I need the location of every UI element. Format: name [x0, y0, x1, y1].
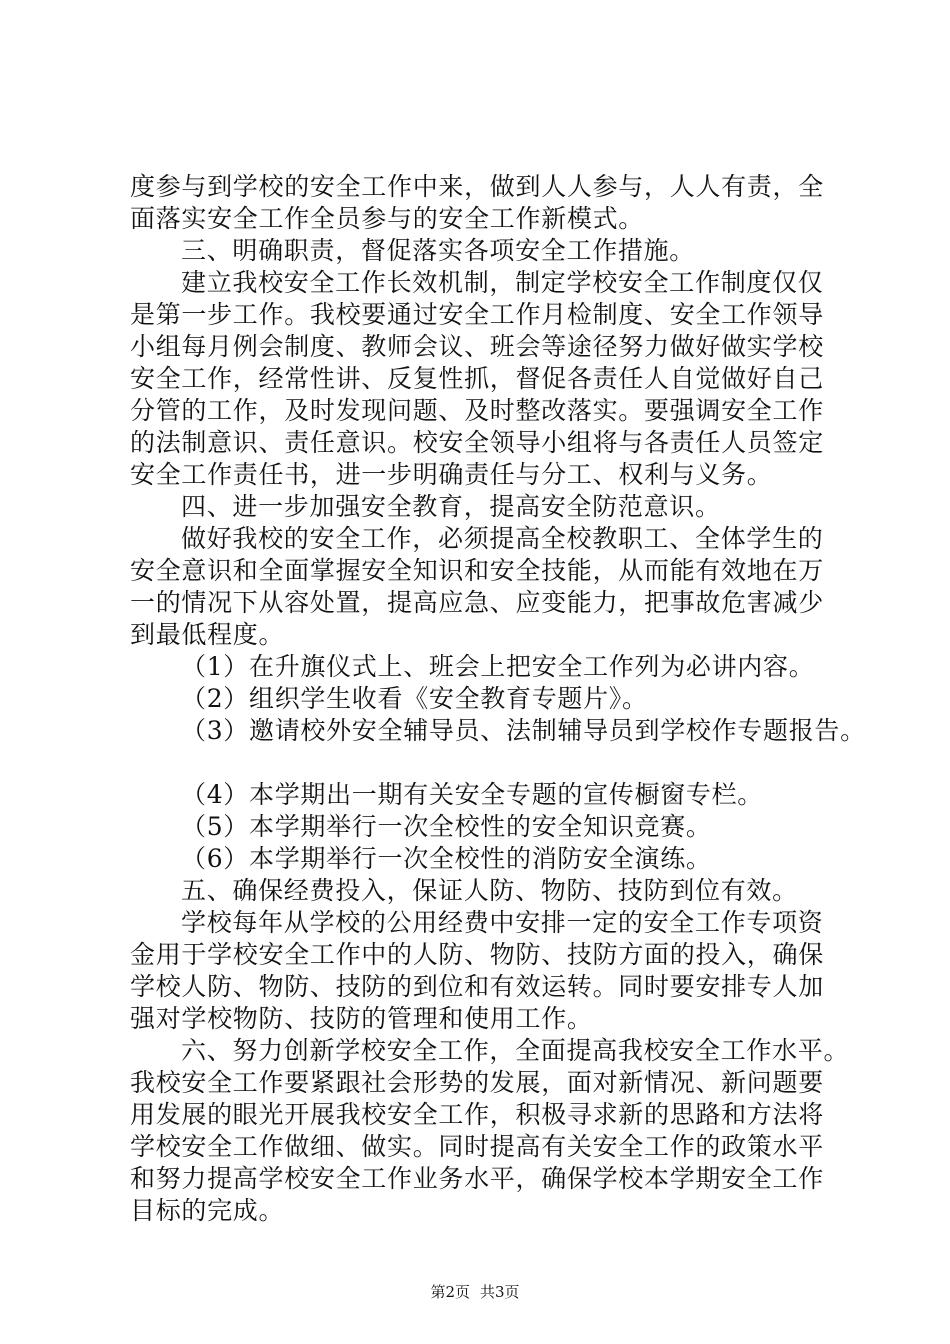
text-line: 目标的完成。 [130, 1196, 285, 1225]
section-heading: 四、进一步加强安全教育，提高安全防范意识。 [181, 492, 721, 521]
list-item: （6）本学期举行一次全校性的消防安全演练。 [181, 844, 712, 873]
page-number: 第2页 [430, 1283, 470, 1301]
section-heading: 三、明确职责，督促落实各项安全工作措施。 [181, 236, 696, 265]
text-line: 学校每年从学校的公用经费中安排一定的安全工作专项资 [181, 908, 824, 937]
text-line: 小组每月例会制度、教师会议、班会等途径努力做好做实学校 [130, 332, 824, 361]
text-line: 我校安全工作要紧跟社会形势的发展，面对新情况、新问题要 [130, 1068, 824, 1097]
page-total: 共3页 [480, 1283, 520, 1301]
text-line: 的法制意识、责任意识。校安全领导小组将与各责任人员签定 [130, 428, 824, 457]
text-line: 安全意识和全面掌握安全知识和安全技能，从而能有效地在万 [130, 556, 824, 585]
section-heading: 六、努力创新学校安全工作，全面提高我校安全工作水平。 [181, 1036, 850, 1065]
section-heading: 五、确保经费投入，保证人防、物防、技防到位有效。 [181, 876, 798, 905]
text-line: 是第一步工作。我校要通过安全工作月检制度、安全工作领导 [130, 300, 824, 329]
text-line: 一的情况下从容处置，提高应急、应变能力，把事故危害减少 [130, 588, 824, 617]
text-line: 度参与到学校的安全工作中来，做到人人参与，人人有责，全 [130, 172, 824, 201]
text-line: 分管的工作，及时发现问题、及时整改落实。要强调安全工作 [130, 396, 824, 425]
list-item: （3）邀请校外安全辅导员、法制辅导员到学校作专题报告。 [181, 716, 866, 745]
text-line: 和努力提高学校安全工作业务水平，确保学校本学期安全工作 [130, 1164, 824, 1193]
text-line: 强对学校物防、技防的管理和使用工作。 [130, 1004, 593, 1033]
list-item: （4）本学期出一期有关安全专题的宣传橱窗专栏。 [181, 780, 764, 809]
text-line: 安全工作责任书，进一步明确责任与分工、权利与义务。 [130, 460, 773, 489]
list-item: （5）本学期举行一次全校性的安全知识竞赛。 [181, 812, 712, 841]
page-footer [0, 1282, 950, 1302]
text-line: 学校安全工作做细、做实。同时提高有关安全工作的政策水平 [130, 1132, 824, 1161]
list-item: （2）组织学生收看《安全教育专题片》。 [181, 684, 648, 713]
text-line: 用发展的眼光开展我校安全工作，积极寻求新的思路和方法将 [130, 1100, 824, 1129]
text-line: 到最低程度。 [130, 620, 285, 649]
text-line: 做好我校的安全工作，必须提高全校教职工、全体学生的 [181, 524, 824, 553]
text-line: 金用于学校安全工作中的人防、物防、技防方面的投入，确保 [130, 940, 824, 969]
text-line: 建立我校安全工作长效机制，制定学校安全工作制度仅仅 [181, 268, 824, 297]
text-line: 学校人防、物防、技防的到位和有效运转。同时要安排专人加 [130, 972, 824, 1001]
list-item: （1）在升旗仪式上、班会上把安全工作列为必讲内容。 [181, 652, 815, 681]
text-line: 面落实安全工作全员参与的安全工作新模式。 [130, 204, 645, 233]
text-line: 安全工作，经常性讲、反复性抓，督促各责任人自觉做好自己 [130, 364, 824, 393]
